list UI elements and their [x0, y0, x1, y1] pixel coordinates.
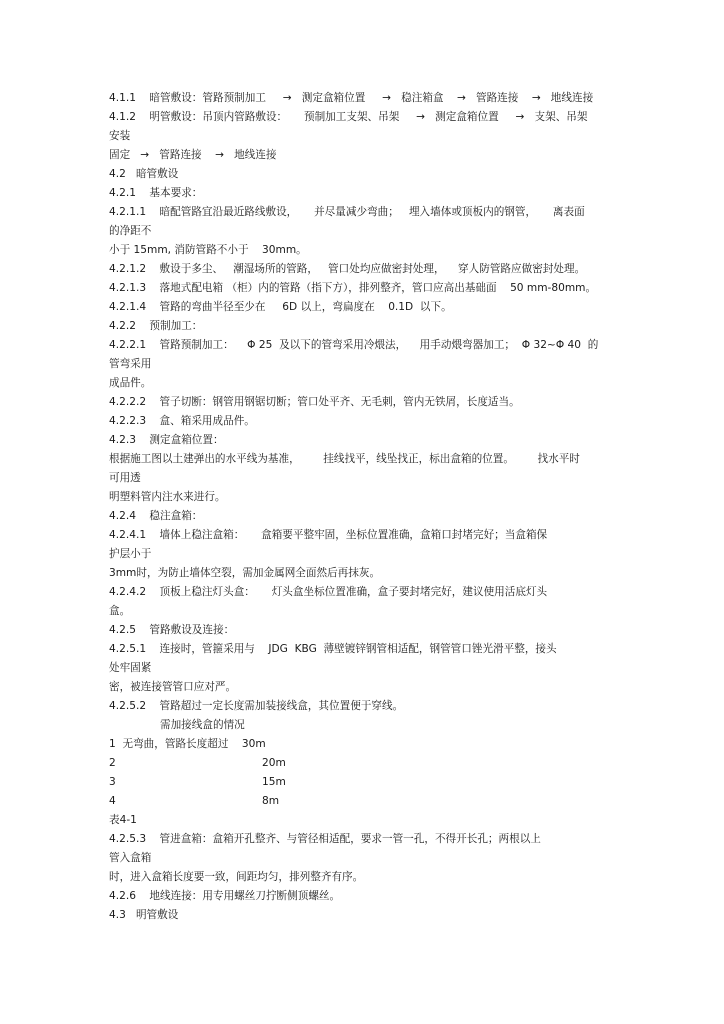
text-line-4-2-4-1: 4.2.4.1 墙体上稳注盒箱： 盒箱要平整牢固，坐标位置准确，盒箱口封堵完好；当盒箱保	[109, 529, 548, 541]
text-line-4-2-2-3: 4.2.2.3 盒、箱采用成品件。	[109, 415, 255, 427]
text-line: 成品件。	[109, 377, 152, 389]
heading-4-2-4: 4.2.4 稳注盒箱：	[109, 510, 203, 522]
table-label: 表4-1	[109, 814, 137, 826]
text-line-4-1-1: 4.1.1 暗管敷设：管路预制加工 → 测定盒箱位置 → 稳注箱盒 → 管路连接 → 地线连接	[109, 92, 594, 104]
text-line: 明塑料管内注水来进行。	[109, 491, 226, 503]
text-line-4-2-1-4: 4.2.1.4 管路的弯曲半径至少在 6D 以上，弯扁度在 0.1D 以下。	[109, 301, 452, 313]
table-row-2-col-a: 2	[109, 757, 116, 769]
text-line-4-2-2-1: 4.2.2.1 管路预制加工： Φ 25 及以下的管弯采用冷煨法， 用手动煨弯器加工； Φ 32~Φ 40 的	[109, 339, 599, 351]
text-line: 盒。	[109, 605, 131, 617]
text-line: 处牢固紧	[109, 662, 152, 674]
text-line-4-2-2-2: 4.2.2.2 管子切断：钢管用钢锯切断；管口处平齐、无毛刺，管内无铁屑，长度适当。	[109, 396, 520, 408]
table-row-4-col-b: 8m	[262, 795, 280, 807]
text-line-4-2-5-3: 4.2.5.3 管进盒箱：盒箱开孔整齐、与管径相适配，要求一管一孔，不得开长孔；两根以上	[109, 833, 541, 845]
heading-4-2-5: 4.2.5 管路敷设及连接：	[109, 624, 235, 636]
text-line: 的净距不	[109, 225, 152, 237]
text-line-4-2-5-2: 4.2.5.2 管路超过一定长度需加装接线盒，其位置便于穿线。	[109, 700, 404, 712]
text-line: 固定 → 管路连接 → 地线连接	[109, 149, 277, 161]
text-line: 安装	[109, 130, 131, 142]
text-line-4-2-6: 4.2.6 地线连接：用专用螺丝刀拧断侧顶螺丝。	[109, 890, 341, 902]
heading-4-2: 4.2 暗管敷设	[109, 168, 179, 180]
text-line-4-2-5-1: 4.2.5.1 连接时，管箍采用与 JDG KBG 薄壁镀锌钢管相适配，钢管管口锉光滑平整，接头	[109, 643, 557, 655]
heading-4-2-2: 4.2.2 预制加工：	[109, 320, 203, 332]
text-line-4-2-1-2: 4.2.1.2 敷设于多尘、 潮湿场所的管路， 管口处均应做密封处理， 穿人防管路应做密封处理。	[109, 263, 586, 275]
text-line: 可用透	[109, 472, 141, 484]
heading-4-3: 4.3 明管敷设	[109, 909, 179, 921]
text-line: 根据施工图以土建弹出的水平线为基准， 挂线找平，线坠找正，标出盒箱的位置。 找水平时	[109, 453, 580, 465]
text-line-4-1-2: 4.1.2 明管敷设：吊顶内管路敷设： 预制加工支架、吊架 → 测定盒箱位置 → 支架、吊架	[109, 111, 588, 123]
text-line: 管入盒箱	[109, 852, 152, 864]
text-line-4-2-4-2: 4.2.4.2 顶板上稳注灯头盒： 灯头盒坐标位置准确，盒子要封堵完好，建议使用活底灯头	[109, 586, 548, 598]
table-row-3-col-a: 3	[109, 776, 116, 788]
table-row-2-col-b: 20m	[262, 757, 286, 769]
text-line-4-2-1-3: 4.2.1.3 落地式配电箱 （柜）内的管路（指下方），排列整齐，管口应高出基础面 50 mm-80mm。	[109, 282, 597, 294]
text-line: 密，被连接管管口应对严。	[109, 681, 237, 693]
text-line-4-2-1-1: 4.2.1.1 暗配管路宜沿最近路线敷设， 并尽量减少弯曲； 埋入墙体或顶板内的钢管， 离表面	[109, 206, 585, 218]
text-line: 护层小于	[109, 548, 152, 560]
text-line: 管弯采用	[109, 358, 152, 370]
text-line: 小于 15mm, 消防管路不小于 30mm。	[109, 244, 307, 256]
table-row-1-col-a: 1 无弯曲，管路长度超过 30m	[109, 738, 266, 750]
table-row-3-col-b: 15m	[262, 776, 286, 788]
heading-4-2-3: 4.2.3 测定盒箱位置：	[109, 434, 224, 446]
heading-4-2-1: 4.2.1 基本要求：	[109, 187, 203, 199]
text-line: 3mm时，为防止墙体空裂，需加金属网全面然后再抹灰。	[109, 567, 381, 579]
text-line: 时，进入盒箱长度要一致，间距均匀，排列整齐有序。	[109, 871, 364, 883]
table-caption: 需加接线盒的情况	[160, 719, 245, 731]
table-row-4-col-a: 4	[109, 795, 116, 807]
